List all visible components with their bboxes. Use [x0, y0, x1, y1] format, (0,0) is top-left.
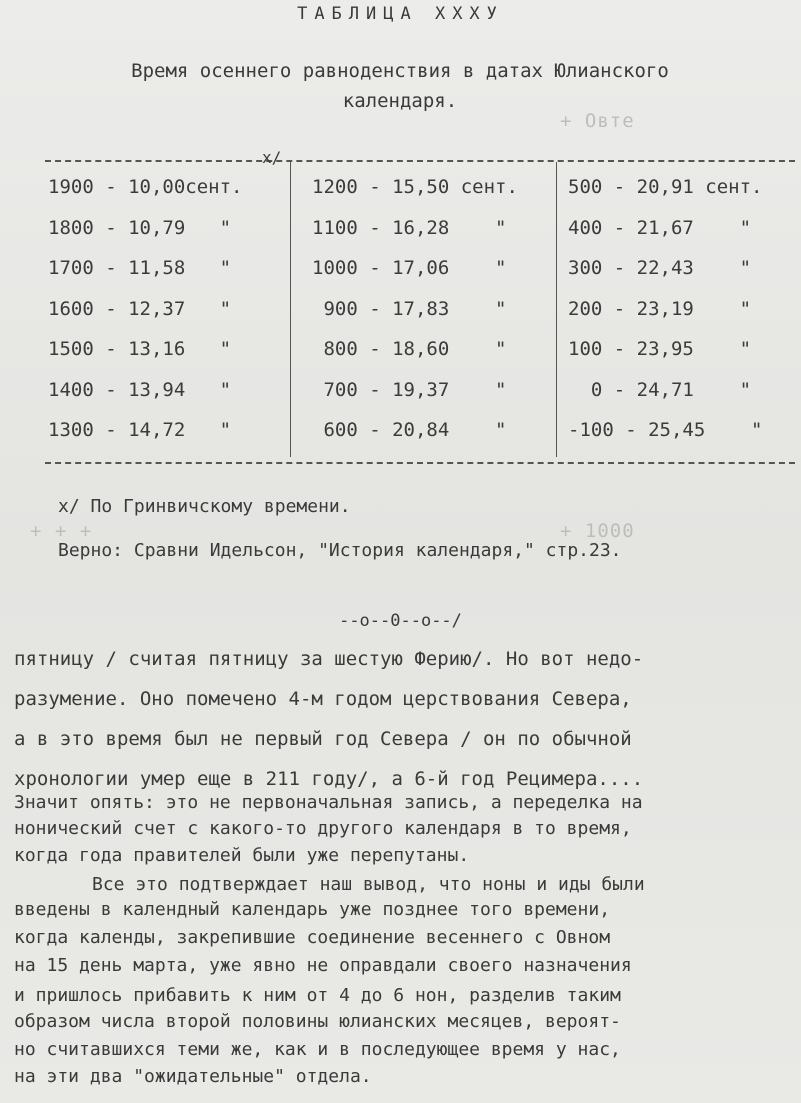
table-subtitle-line-2: календаря. — [342, 90, 458, 112]
table-cell: 500 - 20,91 сент. — [568, 176, 763, 198]
table-cell: 900 - 17,83 " — [312, 297, 507, 320]
body-line: нонический счет с какого-то другого календаря в то время, — [14, 818, 632, 839]
table-cell: 700 - 19,37 " — [312, 378, 507, 401]
body-line: но считавшихся теми же, как и в последующее время у нас, — [14, 1039, 621, 1060]
body-line: пятницу / считая пятницу за шестую Ферию/. Но вот недо- — [14, 648, 644, 670]
table-cell: 1400 - 13,94 " — [48, 378, 232, 401]
body-line: и пришлось прибавить к ним от 4 до 6 нон, разделив таким — [14, 985, 621, 1006]
table-cell: 800 - 18,60 " — [312, 338, 507, 360]
table-cell: 1000 - 17,06 " — [312, 257, 507, 279]
body-line: Значит опять: это не первоначальная запись, а переделка на — [14, 792, 643, 813]
bleed-through-ghost-text: + Овте — [560, 110, 635, 132]
bleed-through-ghost-text: + + + — [30, 520, 93, 542]
table-subtitle-line-1: Время осеннего равноденствия в датах Юлианского — [131, 60, 669, 82]
table-bottom-rule — [45, 462, 795, 464]
table-cell: 100 - 23,95 " — [568, 338, 752, 360]
table-top-rule — [45, 160, 795, 162]
body-line: а в это время был не первый год Севера / он по обычной — [14, 728, 632, 750]
table-cell: 600 - 20,84 " — [312, 419, 507, 441]
footnote-marker: x/ — [262, 148, 282, 167]
table-cell: -100 - 25,45 " — [568, 419, 763, 441]
body-line: образом числа второй половины юлианских месяцев, вероят- — [14, 1011, 621, 1032]
footnote: x/ По Гринвичскому времени. — [58, 496, 351, 517]
body-line: когда года правителей были уже перепутаны. — [14, 845, 470, 866]
body-line: разумение. Оно помечено 4-м годом церствования Севера, — [14, 688, 632, 710]
body-line: на 15 день марта, уже явно не оправдали своего назначения — [14, 955, 632, 976]
body-line: когда календы, закрепившие соединение весеннего с Овном — [14, 927, 611, 948]
table-cell: 1900 - 10,00сент. — [48, 176, 243, 198]
section-divider: --о--0--о--/ — [339, 611, 462, 631]
table-cell: 0 - 24,71 " — [568, 378, 752, 401]
body-line: Все это подтверждает наш вывод, что ноны и иды были — [92, 874, 645, 895]
source-note: Верно: Сравни Идельсон, "История календаря," стр.23. — [58, 540, 622, 561]
table-cell: 400 - 21,67 " — [568, 216, 752, 239]
table-cell: 1200 - 15,50 сент. — [312, 176, 518, 198]
page-heading: ТАБЛИЦА ХХХУ — [297, 4, 504, 24]
table-cell: 1300 - 14,72 " — [48, 419, 232, 441]
table-cell: 1700 - 11,58 " — [48, 257, 232, 279]
bleed-through-ghost-text: + 1000 — [560, 520, 635, 542]
body-line: введены в календный календарь уже позднее того времени, — [14, 899, 611, 920]
table-cell: 300 - 22,43 " — [568, 257, 752, 279]
body-line: хронологии умер еще в 211 году/, а 6-й год Рецимера.... — [14, 768, 644, 790]
body-line: на эти два "ожидательные" отдела. — [14, 1066, 372, 1087]
column-separator-1 — [290, 162, 291, 457]
table-cell: 1800 - 10,79 " — [48, 216, 232, 239]
table-cell: 1100 - 16,28 " — [312, 216, 507, 239]
column-separator-2 — [556, 162, 557, 457]
table-cell: 1500 - 13,16 " — [48, 338, 232, 360]
table-cell: 1600 - 12,37 " — [48, 297, 232, 320]
table-cell: 200 - 23,19 " — [568, 297, 752, 320]
